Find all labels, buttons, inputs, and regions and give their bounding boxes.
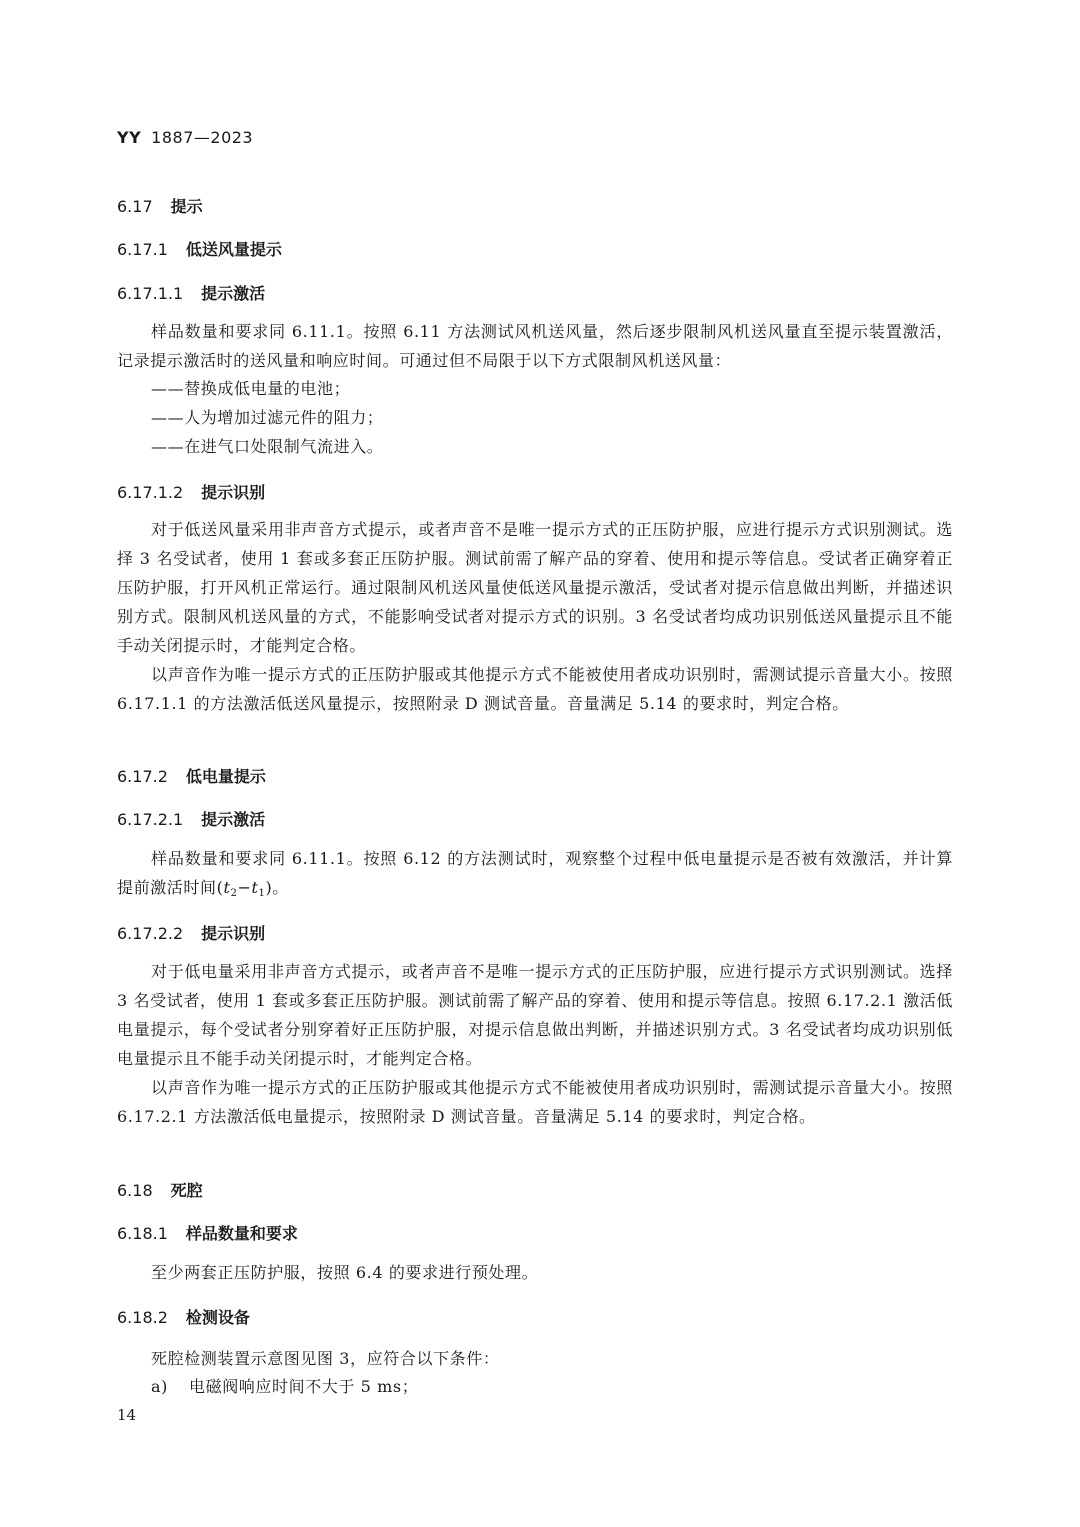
paragraph-6-17-1-2-b: 以声音作为唯一提示方式的正压防护服或其他提示方式不能被使用者成功识别时，需测试提示音量大小。按照 6.17.1.1 的方法激活低送风量提示，按照附录 D 测试音量。音量满足 5.14 的要求时，判定合格。: [117, 665, 953, 713]
heading-6-18: 6.18 死腔: [117, 1181, 203, 1200]
dash-item-1: ——替换成低电量的电池；: [151, 379, 351, 398]
heading-6-17-1-1: 6.17.1.1 提示激活: [117, 284, 266, 303]
paragraph-6-17-1-2-a: 对于低送风量采用非声音方式提示，或者声音不是唯一提示方式的正压防护服，应进行提示方式识别测试。选择 3 名受试者，使用 1 套或多套正压防护服。测试前需了解产品的穿着、使用和提示等信息。受试者正确穿着正压防护服，打开风机正常运行。通过限制风机送风量使低送风量提示激活，受试者对提示信息做出判断，并描述识别方式。限制风机送风量的方式，不能影响受试者对提示方式的识别。3 名受试者均成功识别低送风量提示且不能手动关闭提示时，才能判定合格。: [117, 520, 953, 655]
paragraph-6-18-2: 死腔检测装置示意图见图 3，应符合以下条件：: [151, 1349, 500, 1368]
heading-6-18-1: 6.18.1 样品数量和要求: [117, 1224, 298, 1243]
standard-code: [117, 128, 253, 147]
page-number: 14: [117, 1406, 137, 1424]
heading-6-17-2: 6.17.2 低电量提示: [117, 767, 266, 786]
heading-6-17: 6.17 提示: [117, 197, 203, 216]
heading-6-17-2-2: 6.17.2.2 提示识别: [117, 924, 266, 943]
heading-6-17-1-2: 6.17.1.2 提示识别: [117, 483, 266, 502]
paragraph-6-18-1: 至少两套正压防护服，按照 6.4 的要求进行预处理。: [151, 1263, 539, 1282]
paragraph-6-17-2-2-a: 对于低电量采用非声音方式提示，或者声音不是唯一提示方式的正压防护服，应进行提示方式识别测试。选择 3 名受试者，使用 1 套或多套正压防护服。测试前需了解产品的穿着、使用和提示等信息。按照 6.17.2.1 激活低电量提示，每个受试者分别穿着好正压防护服，对提示信息做出判断，并描述识别方式。3 名受试者均成功识别低电量提示且不能手动关闭提示时，才能判定合格。: [117, 962, 953, 1068]
paragraph-6-17-2-2-b: 以声音作为唯一提示方式的正压防护服或其他提示方式不能被使用者成功识别时，需测试提示音量大小。按照 6.17.2.1 方法激活低电量提示，按照附录 D 测试音量。音量满足 5.14 的要求时，判定合格。: [117, 1078, 953, 1126]
dash-item-3: ——在进气口处限制气流进入。: [151, 437, 384, 456]
heading-6-17-1: 6.17.1 低送风量提示: [117, 240, 282, 259]
list-item-a: a) 电磁阀响应时间不大于 5 ms；: [151, 1377, 419, 1396]
dash-item-2: ——人为增加过滤元件的阻力；: [151, 408, 384, 427]
standard-prefix: YY: [117, 128, 142, 147]
heading-6-17-2-1: 6.17.2.1 提示激活: [117, 810, 266, 829]
standard-number: 1887—2023: [151, 128, 254, 147]
paragraph-6-17-1-1: 样品数量和要求同 6.11.1。按照 6.11 方法测试风机送风量，然后逐步限制风机送风量直至提示装置激活，记录提示激活时的送风量和响应时间。可通过但不局限于以下方式限制风机送风量：: [117, 322, 953, 370]
heading-6-18-2: 6.18.2 检测设备: [117, 1308, 250, 1327]
paragraph-6-17-2-1: 样品数量和要求同 6.11.1。按照 6.12 的方法测试时，观察整个过程中低电量提示是否被有效激活，并计算提前激活时间$(t_2-t_1)$。: [117, 849, 953, 899]
